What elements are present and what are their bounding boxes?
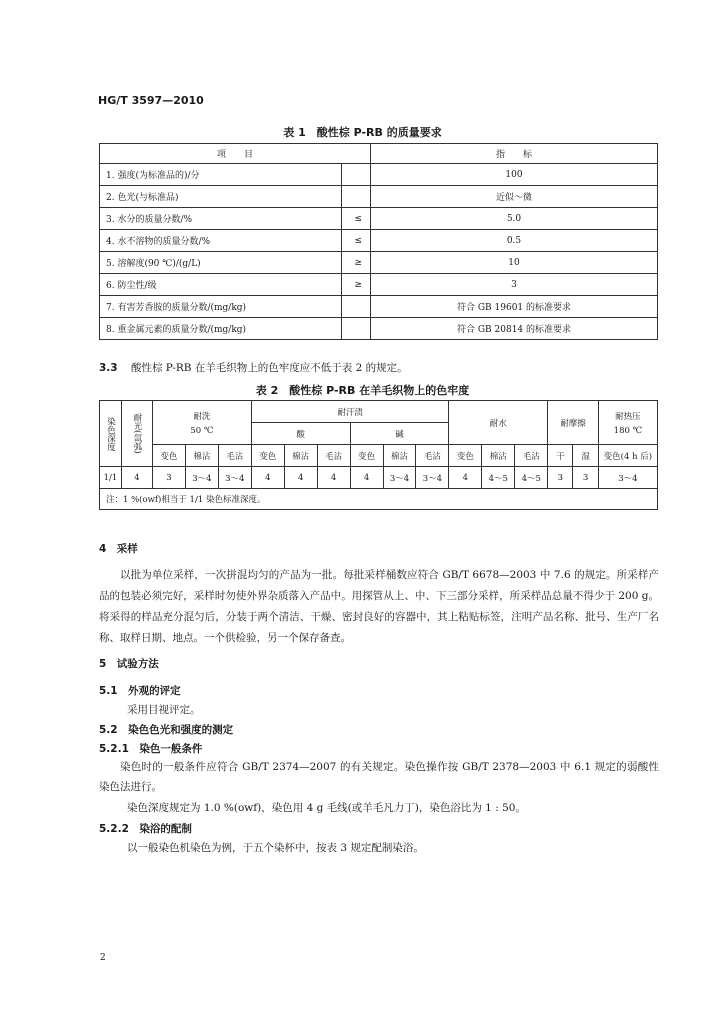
- data-cell: 3～4: [383, 467, 416, 489]
- data-cell: 3～4: [218, 467, 251, 489]
- value-cell: 符合 GB 20814 的标准要求: [371, 318, 658, 340]
- symbol-cell: ≥: [342, 252, 371, 274]
- section-5-2-title: 5.2 染色色光和强度的测定: [99, 724, 234, 736]
- section-5-1-text: 采用目视评定。: [127, 704, 201, 716]
- data-cell: 4: [121, 467, 152, 489]
- value-cell: 10: [371, 252, 658, 274]
- data-cell: 4: [350, 467, 383, 489]
- table2-caption: 表 2 酸性棕 P-RB 在羊毛织物上的色牢度: [255, 384, 470, 397]
- subheader-cell: 变色: [152, 445, 185, 467]
- symbol-cell: ≤: [342, 208, 371, 230]
- subheader-cell: 毛沾: [515, 445, 548, 467]
- subheader-cell: 变色: [350, 445, 383, 467]
- data-cell: 3: [152, 467, 185, 489]
- data-cell: 4: [317, 467, 350, 489]
- item-cell: 7. 有害芳香胺的质量分数/(mg/kg): [100, 296, 342, 318]
- table-header-row: [100, 401, 658, 423]
- section-5-2-2-title: 5.2.2 染浴的配制: [99, 823, 192, 835]
- document-header: HG/T 3597—2010: [98, 94, 204, 107]
- section-5-2-2-text: 以一般染色机染色为例，于五个染杯中，按表 3 规定配制染浴。: [127, 842, 424, 854]
- subheader-cell: 棉沾: [383, 445, 416, 467]
- value-cell: 5.0: [371, 208, 658, 230]
- subheader-cell: 毛沾: [416, 445, 449, 467]
- table-row: [100, 230, 658, 252]
- value-cell: 100: [371, 164, 658, 186]
- table-note-row: [100, 489, 658, 510]
- value-cell: 0.5: [371, 230, 658, 252]
- subheader-cell: 湿: [573, 445, 598, 467]
- data-cell: 4～5: [515, 467, 548, 489]
- header-rubbing: 耐摩擦: [548, 401, 599, 445]
- section-5-title: 5 试验方法: [99, 658, 159, 670]
- data-cell: 4～5: [482, 467, 515, 489]
- table-row: [100, 164, 658, 186]
- table1-caption: 表 1 酸性棕 P-RB 的质量要求: [283, 126, 442, 139]
- section-5-2-1-text: 染色时的一般条件应符合 GB/T 2374—2007 的有关规定。染色操作按 GB/T 2378—2003 中 6.1 规定的弱酸性染色法进行。: [99, 761, 659, 793]
- item-cell: 1. 强度(为标准品的)/分: [100, 164, 342, 186]
- subheader-cell: 变色: [449, 445, 482, 467]
- table-row: [100, 318, 658, 340]
- header-hot-press: [598, 401, 657, 445]
- data-cell: 4: [251, 467, 284, 489]
- header-light-fastness: 耐光(氙弧): [121, 401, 152, 467]
- symbol-cell: ≥: [342, 274, 371, 296]
- column-header-item: 项 目: [100, 144, 371, 164]
- header-wash-label: 耐洗: [193, 411, 211, 422]
- header-wash-temp: 50 ℃: [190, 425, 214, 436]
- header-hot-press-label: 耐热压: [615, 411, 641, 422]
- table-subheader-row: [100, 445, 658, 467]
- header-alkali: 碱: [350, 423, 449, 445]
- symbol-cell: [342, 186, 371, 208]
- column-header-index: 指 标: [371, 144, 658, 164]
- section-5-2-1-title: 5.2.1 染色一般条件: [99, 743, 203, 755]
- section-5-1-title: 5.1 外观的评定: [99, 685, 181, 697]
- table-row: [100, 274, 658, 296]
- section-5-2-1-text2: 染色深度规定为 1.0 %(owf)，染色用 4 g 毛线(或羊毛凡力丁)，染色浴比为 1 : 50。: [127, 802, 526, 814]
- symbol-cell: [342, 296, 371, 318]
- header-hot-press-temp: 180 ℃: [613, 425, 643, 436]
- section-number: 3.3: [99, 362, 118, 374]
- subheader-cell: 毛沾: [218, 445, 251, 467]
- symbol-cell: [342, 318, 371, 340]
- subheader-cell: 棉沾: [284, 445, 317, 467]
- data-cell: 4: [449, 467, 482, 489]
- table-note: 注：1 %(owf)相当于 1/1 染色标准深度。: [100, 489, 658, 510]
- symbol-cell: [342, 164, 371, 186]
- section-text: 酸性棕 P-RB 在羊毛织物上的色牢度应不低于表 2 的规定。: [130, 362, 408, 374]
- value-cell: 近似～微: [371, 186, 658, 208]
- data-cell: 3～4: [598, 467, 657, 489]
- subheader-cell: 变色(4 h 后): [598, 445, 657, 467]
- subheader-cell: 棉沾: [482, 445, 515, 467]
- table-row: [100, 186, 658, 208]
- item-cell: 6. 防尘性/级: [100, 274, 342, 296]
- data-cell: 1/1: [100, 467, 122, 489]
- value-cell: 3: [371, 274, 658, 296]
- value-cell: 符合 GB 19601 的标准要求: [371, 296, 658, 318]
- symbol-cell: ≤: [342, 230, 371, 252]
- item-cell: 5. 溶解度(90 ℃)/(g/L): [100, 252, 342, 274]
- header-dye-depth: 染色深度: [100, 401, 122, 467]
- subheader-cell: 变色: [251, 445, 284, 467]
- subheader-cell: 棉沾: [185, 445, 218, 467]
- item-cell: 3. 水分的质量分数/%: [100, 208, 342, 230]
- item-cell: 4. 水不溶物的质量分数/%: [100, 230, 342, 252]
- item-cell: 2. 色光(与标准品): [100, 186, 342, 208]
- section-4-title: 4 采样: [99, 543, 138, 555]
- color-fastness-table: [99, 400, 658, 510]
- item-cell: 8. 重金属元素的质量分数/(mg/kg): [100, 318, 342, 340]
- data-cell: 3: [573, 467, 598, 489]
- table-row: [100, 296, 658, 318]
- data-cell: 4: [284, 467, 317, 489]
- header-water: 耐水: [449, 401, 548, 445]
- section-4-text: 以批为单位采样，一次拼混均匀的产品为一批。每批采样桶数应符合 GB/T 6678—2003 中 7.6 的规定。所采样产品的包装必须完好，采样时勿使外界杂质落入产品中。用探管从上、中、下三部分采样，所采样品总量不得少于 200 g。将采得的样品充分混匀后，分装于两个清洁、干燥、密封良好的容器中，其上粘贴标签，注明产品名称、批号、生产厂名称、取样日期、地点。一个供检验，另一个保存备查。: [99, 569, 659, 644]
- subheader-cell: 毛沾: [317, 445, 350, 467]
- section-3-3: [99, 360, 408, 375]
- table-row: [100, 252, 658, 274]
- header-acid: 酸: [251, 423, 350, 445]
- page-number: 2: [100, 953, 106, 963]
- table-header-row: [100, 144, 658, 164]
- header-perspiration: 耐汗渍: [251, 401, 449, 423]
- header-wash: [152, 401, 251, 445]
- data-cell: 3～4: [185, 467, 218, 489]
- quality-requirements-table: [99, 143, 658, 340]
- table-row: [100, 467, 658, 489]
- data-cell: 3～4: [416, 467, 449, 489]
- data-cell: 3: [548, 467, 573, 489]
- table-row: [100, 208, 658, 230]
- subheader-cell: 干: [548, 445, 573, 467]
